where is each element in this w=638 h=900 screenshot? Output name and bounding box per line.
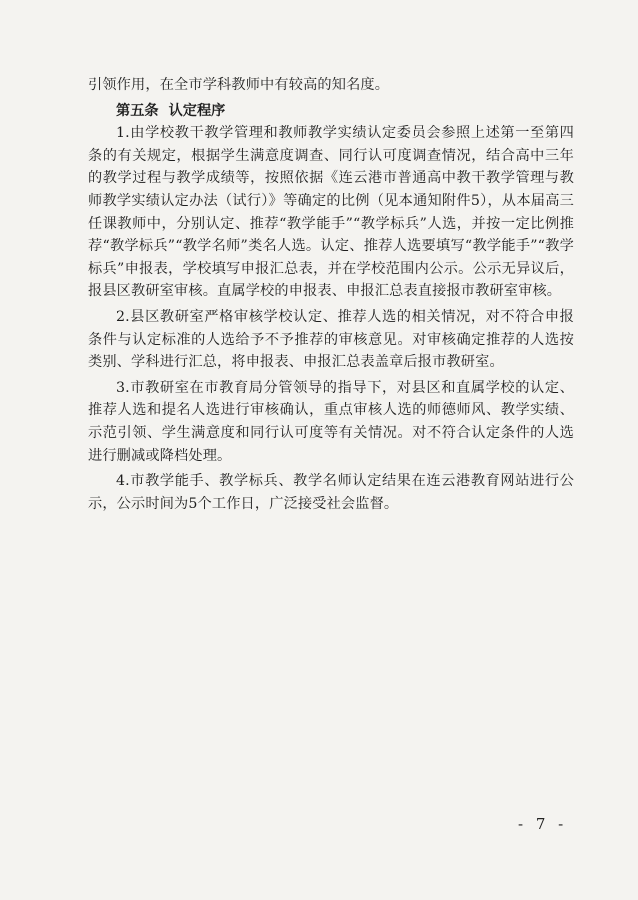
section-title: 认定程序	[168, 102, 226, 119]
paragraph-1: 1.由学校教干教学管理和教师教学实绩认定委员会参照上述第一至第四条的有关规定，根据学生满意度调查、同行认可度调查情况，结合高中三年的教学过程与教学成绩等，按照依据《连云港市普通高中教干教学管理与教师教学实绩认定办法（试行）》等确定的比例（见本通知附件5），从本届高三任课教师中，分别认定、推荐“教学能手”“教学标兵”人选，并按一定比例推荐“教学标兵”“教学名师”类名人选。认定、推荐人选要填写“教学能手”“教学标兵”申报表，学校填写申报汇总表，并在学校范围内公示。公示无异议后，报县区教研室审核。直属学校的申报表、申报汇总表直接报市教研室审核。	[88, 125, 574, 300]
paragraph-4: 4.市教学能手、教学标兵、教学名师认定结果在连云港教育网站进行公示，公示时间为5个工作日，广泛接受社会监督。	[88, 473, 574, 512]
page-number: - 7 -	[518, 815, 568, 833]
section-number: 第五条	[116, 102, 159, 119]
paragraph-3: 3.市教研室在市教育局分管领导的指导下，对县区和直属学校的认定、推荐人选和提名人选进行审核确认，重点审核人选的师德师风、教学实绩、示范引领、学生满意度和同行认可度等有关情况。对不符合认定条件的人选进行删减或降档处理。	[88, 379, 574, 464]
lead-text: 引领作用，在全市学科教师中有较高的知名度。	[88, 77, 390, 93]
section-heading	[88, 100, 574, 123]
paragraph-2: 2.县区教研室严格审核学校认定、推荐人选的相关情况，对不符合申报条件与认定标准的人选给予不予推荐的审核意见。对审核确定推荐的人选按类别、学科进行汇总，将申报表、申报汇总表盖章后报市教研室。	[88, 308, 574, 371]
document-body	[88, 74, 574, 518]
